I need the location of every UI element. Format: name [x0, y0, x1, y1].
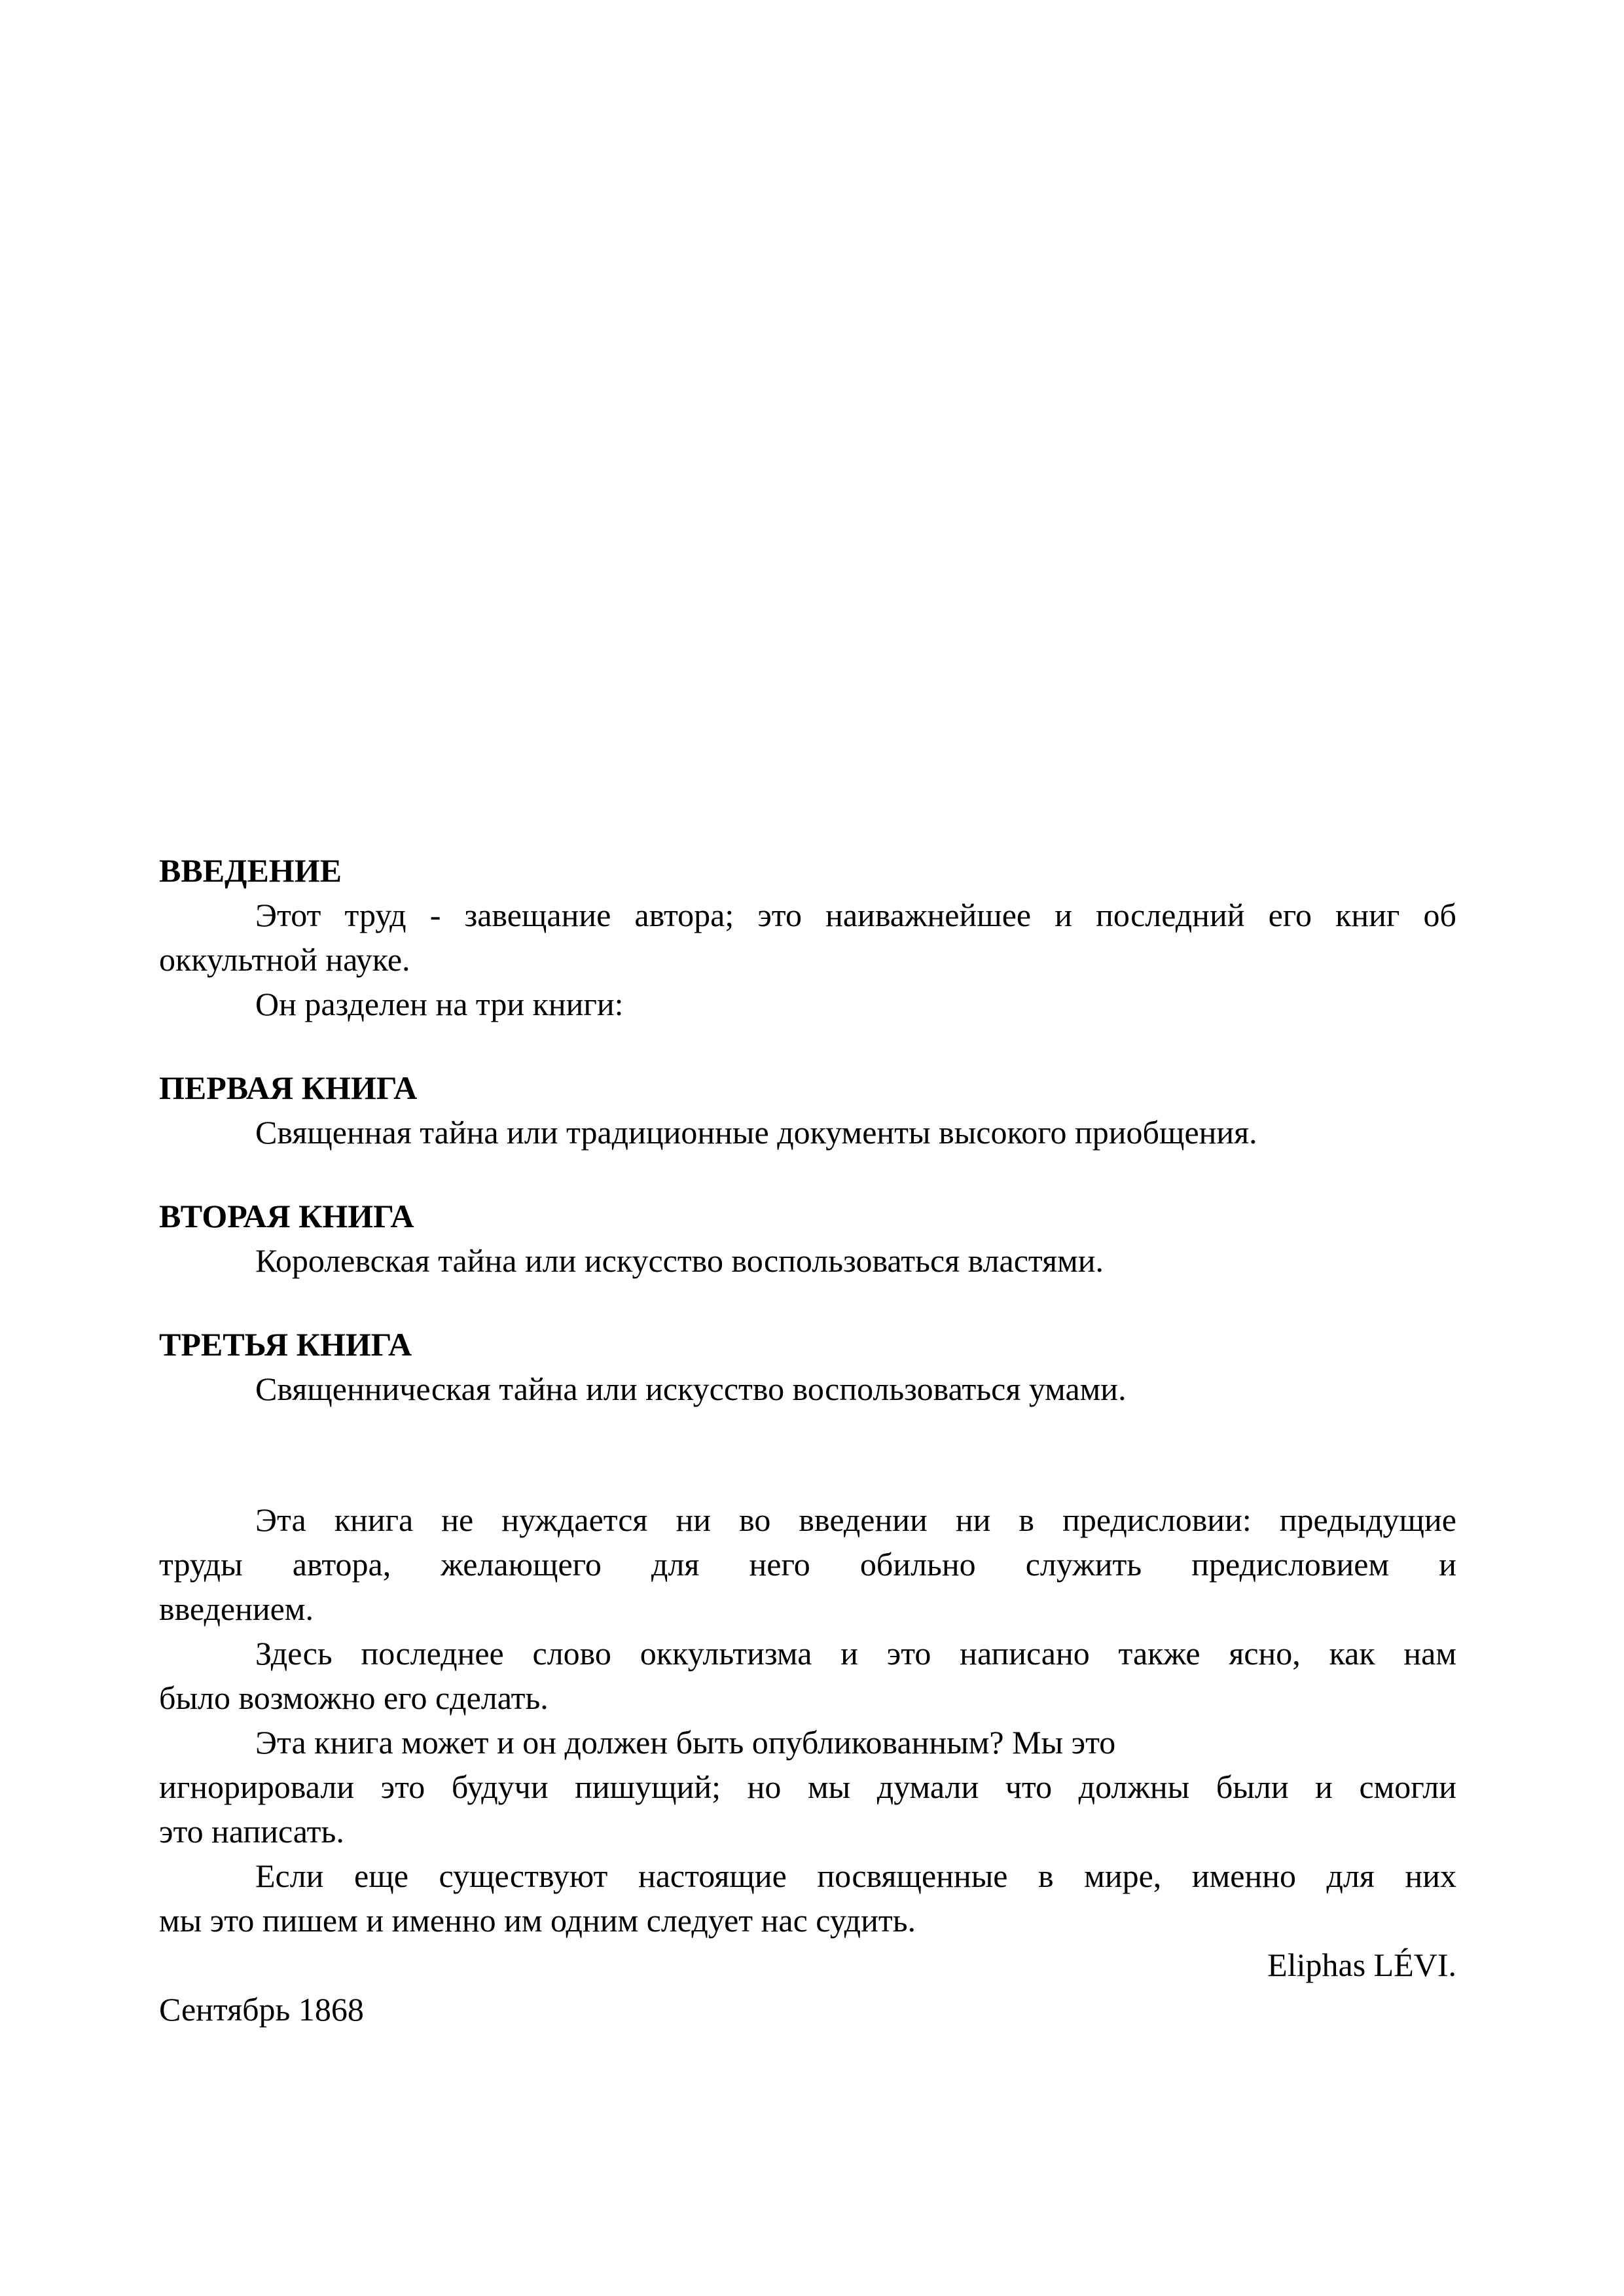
- body-line: было возможно его сделать.: [159, 1679, 549, 1716]
- body-line: введением.: [159, 1590, 314, 1627]
- body-line: Здесь последнее слово оккультизма и это написано также ясно, как нам: [255, 1635, 1456, 1672]
- body-line: труды автора, желающего для него обильно служить предисловием и: [159, 1546, 1456, 1583]
- intro-line: Этот труд - завещание автора; это наиважнейшее и последний его книг об: [255, 897, 1456, 933]
- book1-heading: ПЕРВАЯ КНИГА: [159, 1069, 418, 1106]
- body-line: мы это пишем и именно им одним следует нас судить.: [159, 1902, 916, 1939]
- body-line: Эта книга может и он должен быть опубликованным? Мы это: [255, 1724, 1116, 1761]
- intro-line: Он разделен на три книги:: [255, 986, 624, 1022]
- book2-heading: ВТОРАЯ КНИГА: [159, 1198, 414, 1234]
- author-signature: Eliphas LÉVI.: [1267, 1946, 1456, 1983]
- body-line: игнорировали это будучи пишущий; но мы думали что должны были и смогли: [159, 1768, 1456, 1805]
- book3-heading: ТРЕТЬЯ КНИГА: [159, 1326, 412, 1363]
- text-column: [159, 848, 1456, 2032]
- date-line: Сентябрь 1868: [159, 1991, 364, 2028]
- intro-heading: ВВЕДЕНИЕ: [159, 852, 342, 889]
- book2-line: Королевская тайна или искусство воспользоваться властями.: [255, 1242, 1104, 1279]
- intro-line: оккультной науке.: [159, 941, 410, 978]
- book3-line: Священническая тайна или искусство воспользоваться умами.: [255, 1371, 1127, 1407]
- body-line: это написать.: [159, 1813, 344, 1850]
- body-line: Эта книга не нуждается ни во введении ни в предисловии: предыдущие: [255, 1501, 1456, 1538]
- book1-line: Священная тайна или традиционные документы высокого приобщения.: [255, 1114, 1257, 1151]
- body-line: Если еще существуют настоящие посвященные в мире, именно для них: [255, 1857, 1456, 1894]
